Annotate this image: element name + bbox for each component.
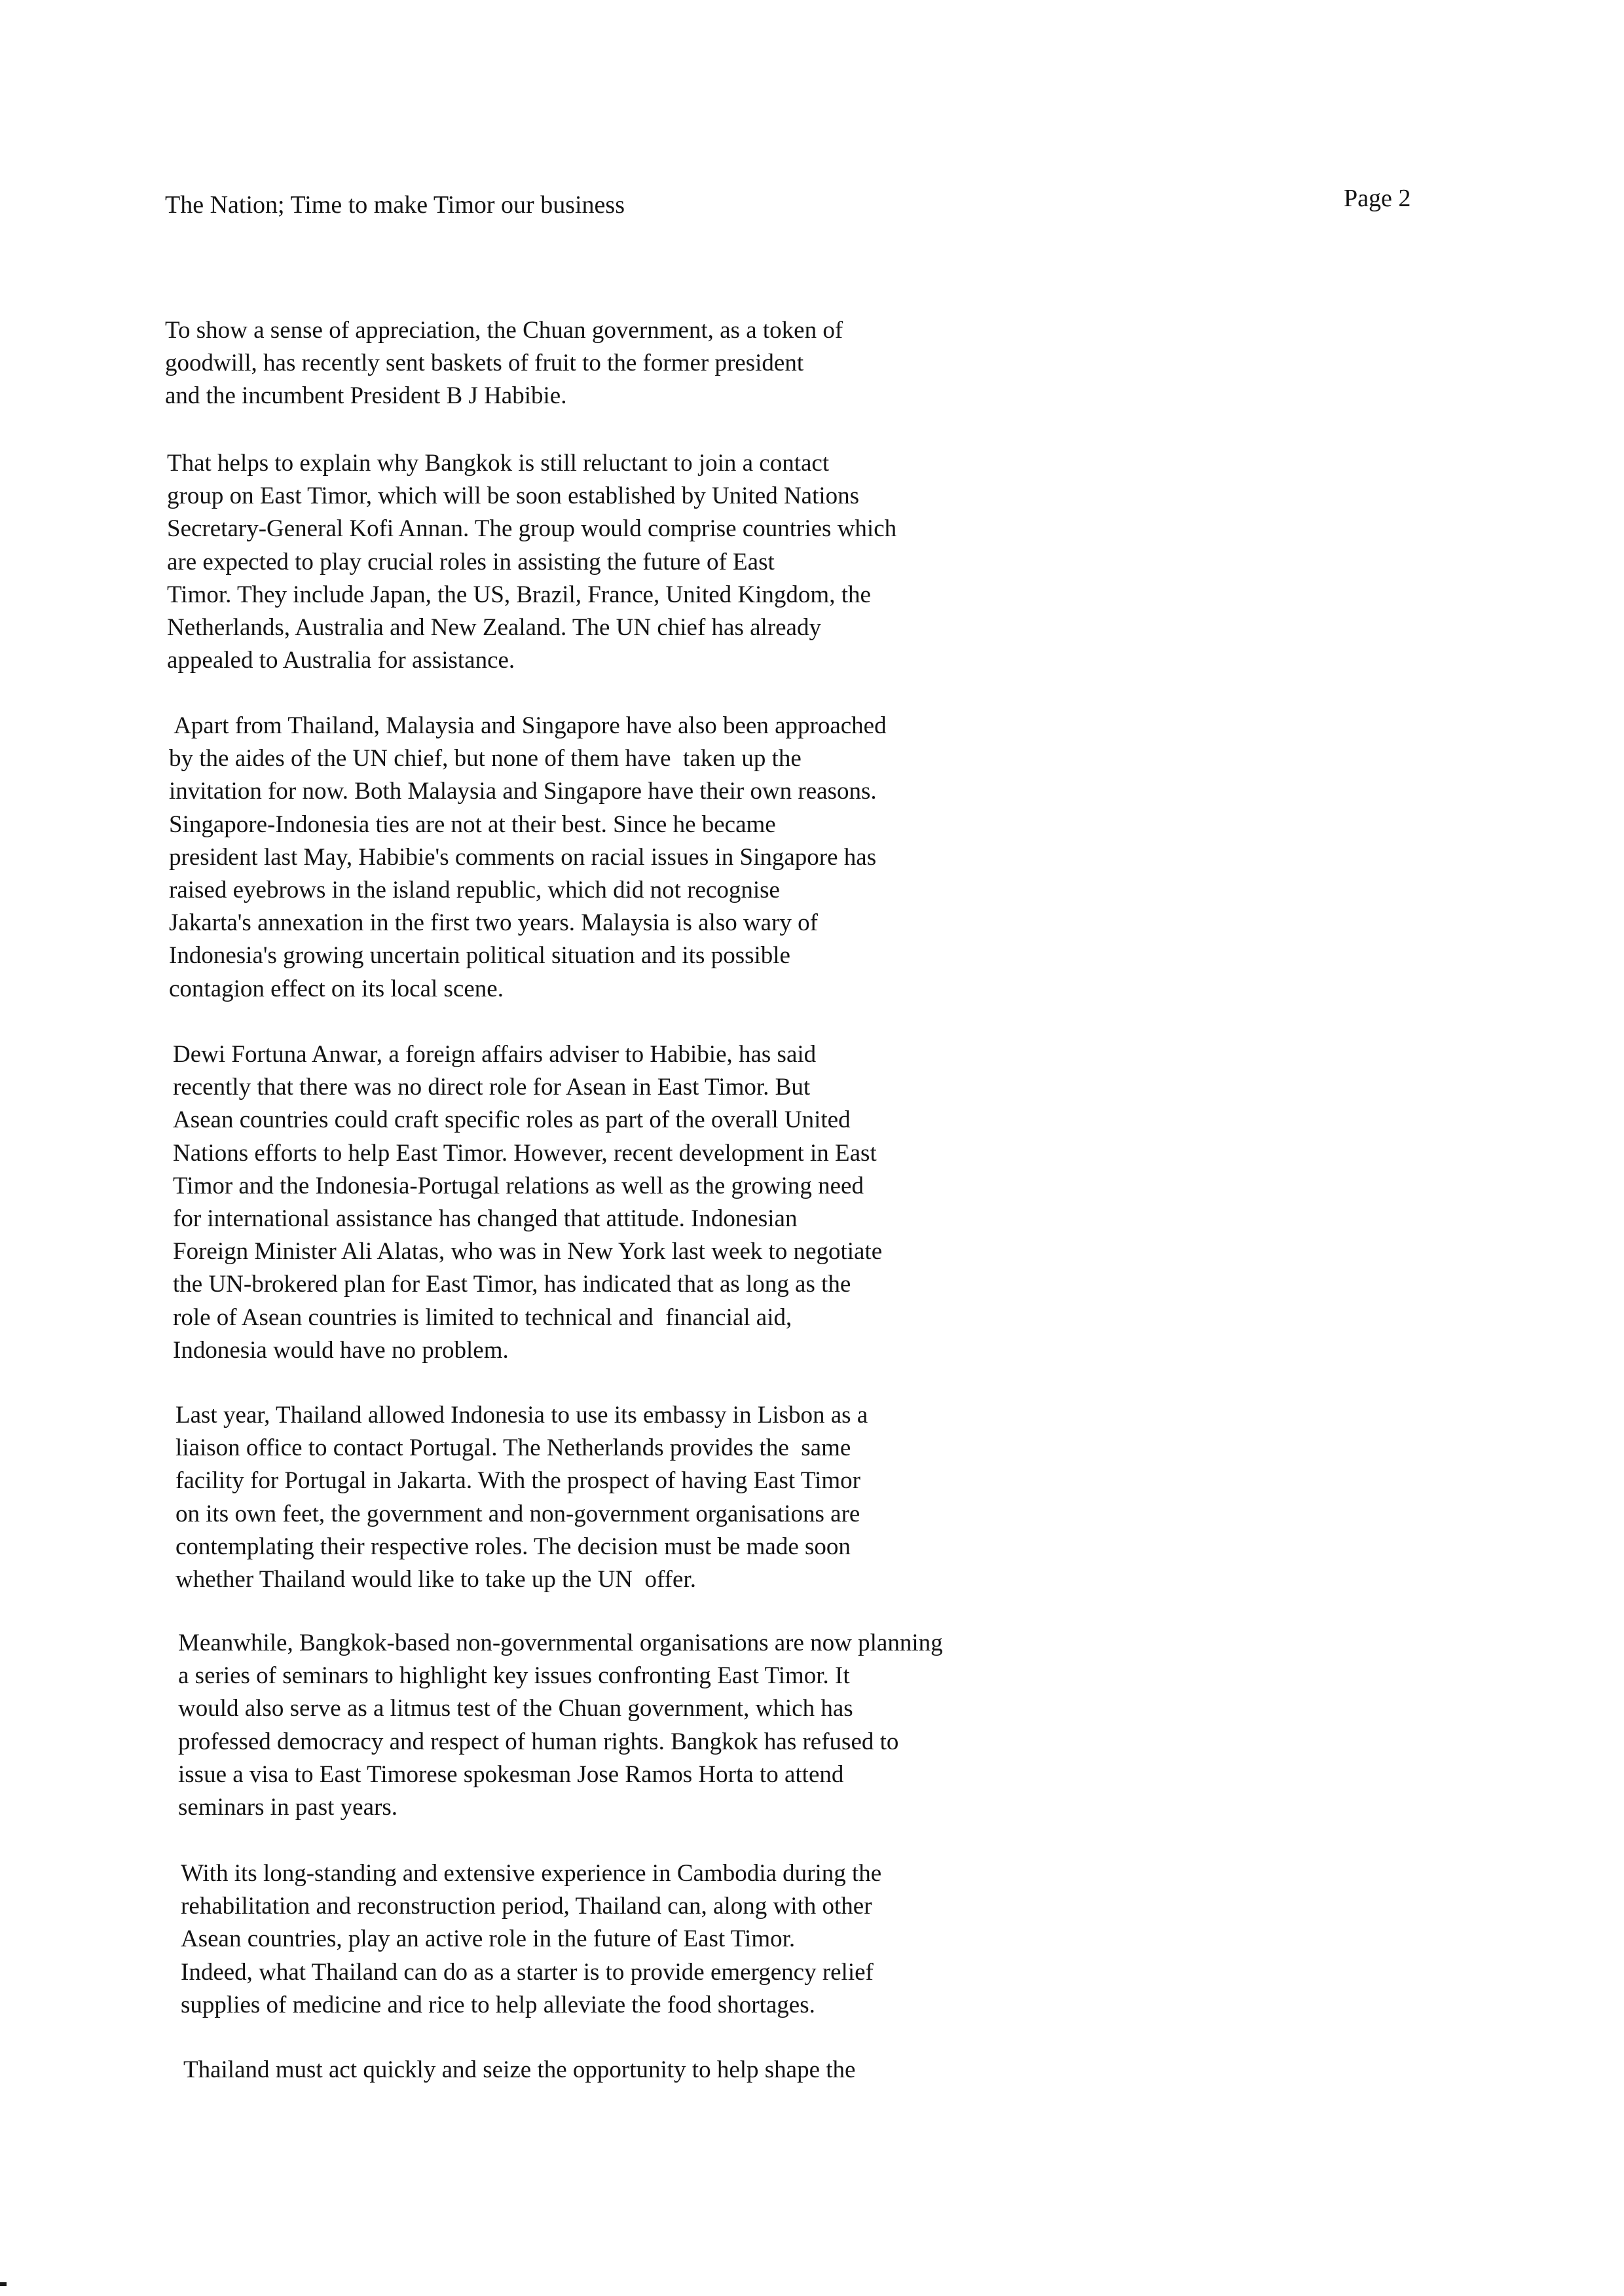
text-line: recently that there was no direct role for Asean in East Timor. But bbox=[173, 1074, 811, 1101]
text-line: whether Thailand would like to take up the UN offer. bbox=[175, 1566, 696, 1594]
scan-edge-mark bbox=[0, 2282, 7, 2286]
text-line: Singapore-Indonesia ties are not at their best. Since he became bbox=[169, 811, 776, 838]
text-line: Foreign Minister Ali Alatas, who was in New York last week to negotiate bbox=[173, 1238, 883, 1266]
text-line: rehabilitation and reconstruction period, Thailand can, along with other bbox=[181, 1893, 872, 1920]
text-line: and the incumbent President B J Habibie. bbox=[165, 382, 567, 410]
text-line: would also serve as a litmus test of the Chuan government, which has bbox=[178, 1695, 853, 1722]
text-line: contagion effect on its local scene. bbox=[169, 975, 504, 1002]
text-line: Indeed, what Thailand can do as a starter is to provide emergency relief bbox=[181, 1958, 874, 1986]
paragraph-4 bbox=[173, 1038, 882, 1367]
text-line: raised eyebrows in the island republic, which did not recognise bbox=[169, 877, 780, 904]
text-line: That helps to explain why Bangkok is still reluctant to join a contact bbox=[167, 450, 830, 477]
text-line: Netherlands, Australia and New Zealand. The UN chief has already bbox=[167, 614, 821, 642]
text-line: Timor and the Indonesia-Portugal relations as well as the growing need bbox=[173, 1172, 864, 1199]
text-line: invitation for now. Both Malaysia and Singapore have their own reasons. bbox=[169, 778, 877, 805]
text-line: goodwill, has recently sent baskets of fruit to the former president bbox=[165, 350, 804, 377]
text-line: With its long-standing and extensive experience in Cambodia during the bbox=[181, 1860, 882, 1887]
text-line: Meanwhile, Bangkok-based non-governmental organisations are now planning bbox=[178, 1630, 943, 1656]
page-number: Page 2 bbox=[1344, 185, 1411, 212]
paragraph-6 bbox=[178, 1627, 943, 1824]
article-header-title: The Nation; Time to make Timor our business bbox=[165, 191, 625, 219]
text-line: by the aides of the UN chief, but none of them have taken up the bbox=[169, 745, 802, 773]
text-line: seminars in past years. bbox=[178, 1794, 397, 1821]
text-line: facility for Portugal in Jakarta. With the prospect of having East Timor bbox=[175, 1467, 860, 1495]
text-line: Last year, Thailand allowed Indonesia to use its embassy in Lisbon as a bbox=[175, 1402, 868, 1429]
text-line: professed democracy and respect of human rights. Bangkok has refused to bbox=[178, 1728, 899, 1755]
text-line: Dewi Fortuna Anwar, a foreign affairs adviser to Habibie, has said bbox=[173, 1041, 817, 1068]
text-line: Secretary-General Kofi Annan. The group would comprise countries which bbox=[167, 515, 897, 543]
text-line: liaison office to contact Portugal. The Netherlands provides the same bbox=[175, 1434, 851, 1462]
text-line: role of Asean countries is limited to technical and financial aid, bbox=[173, 1303, 792, 1331]
text-line: Asean countries could craft specific roles as part of the overall United bbox=[173, 1106, 851, 1134]
text-line: supplies of medicine and rice to help alleviate the food shortages. bbox=[181, 1991, 815, 2018]
text-line: are expected to play crucial roles in assisting the future of East bbox=[167, 548, 775, 575]
paragraph-2 bbox=[167, 447, 896, 677]
text-line: Apart from Thailand, Malaysia and Singapore have also been approached bbox=[169, 712, 887, 739]
text-line: Indonesia would have no problem. bbox=[173, 1336, 509, 1364]
text-line: Asean countries, play an active role in the future of East Timor. bbox=[181, 1925, 796, 1953]
text-line: the UN-brokered plan for East Timor, has indicated that as long as the bbox=[173, 1271, 851, 1298]
text-line: a series of seminars to highlight key issues confronting East Timor. It bbox=[178, 1662, 850, 1690]
text-line: issue a visa to East Timorese spokesman Jose Ramos Horta to attend bbox=[178, 1760, 844, 1788]
text-line: Nations efforts to help East Timor. However, recent development in East bbox=[173, 1139, 877, 1167]
text-line: president last May, Habibie's comments on racial issues in Singapore has bbox=[169, 843, 877, 871]
text-line: Jakarta's annexation in the first two years. Malaysia is also wary of bbox=[169, 909, 818, 937]
text-line: on its own feet, the government and non-government organisations are bbox=[175, 1500, 860, 1527]
paragraph-1 bbox=[165, 314, 843, 413]
paragraph-8 bbox=[183, 2054, 855, 2086]
text-line: Indonesia's growing uncertain political situation and its possible bbox=[169, 942, 790, 970]
text-line: appealed to Australia for assistance. bbox=[167, 647, 515, 674]
paragraph-7 bbox=[181, 1857, 881, 2022]
paragraph-5 bbox=[175, 1399, 868, 1596]
paragraph-3 bbox=[169, 710, 887, 1006]
text-line: contemplating their respective roles. The decision must be made soon bbox=[175, 1533, 851, 1560]
text-line: for international assistance has changed that attitude. Indonesian bbox=[173, 1205, 798, 1233]
text-line: Thailand must act quickly and seize the opportunity to help shape the bbox=[183, 2056, 856, 2083]
text-line: group on East Timor, which will be soon established by United Nations bbox=[167, 483, 860, 510]
text-line: To show a sense of appreciation, the Chuan government, as a token of bbox=[165, 317, 843, 344]
text-line: Timor. They include Japan, the US, Brazil, France, United Kingdom, the bbox=[167, 581, 871, 608]
